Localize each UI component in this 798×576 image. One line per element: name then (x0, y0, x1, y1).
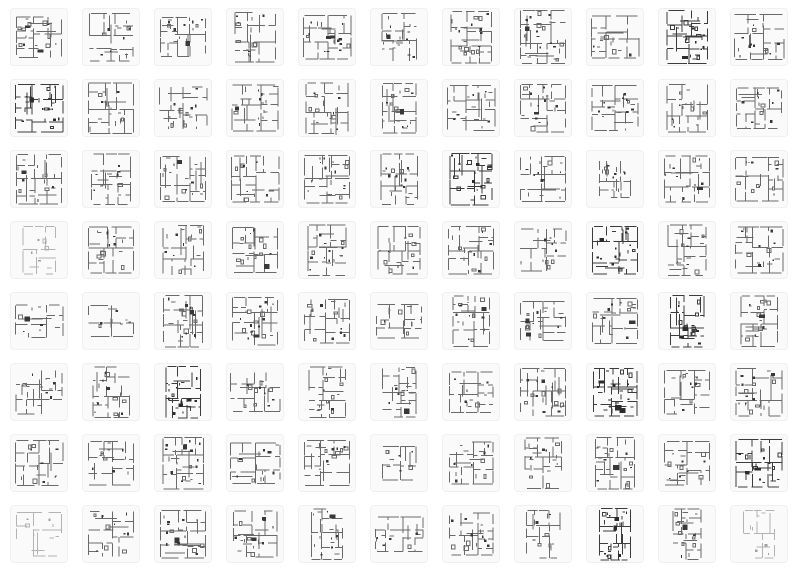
floorplan-thumbnail[interactable] (226, 292, 284, 350)
floorplan-image (83, 151, 139, 207)
floorplan-image (587, 364, 643, 420)
floorplan-image (443, 222, 499, 278)
floorplan-image (83, 222, 139, 278)
floorplan-thumbnail[interactable] (82, 505, 140, 563)
floorplan-image (11, 9, 67, 65)
floorplan-thumbnail[interactable] (586, 363, 644, 421)
floorplan-image (299, 364, 355, 420)
floorplan-thumbnail[interactable] (82, 434, 140, 492)
floorplan-thumbnail[interactable] (370, 505, 428, 563)
floorplan-thumbnail[interactable] (442, 221, 500, 279)
floorplan-thumbnail[interactable] (658, 363, 716, 421)
floorplan-thumbnail[interactable] (370, 363, 428, 421)
floorplan-thumbnail[interactable] (586, 150, 644, 208)
floorplan-thumbnail[interactable] (730, 79, 788, 137)
floorplan-image (659, 9, 715, 65)
floorplan-thumbnail[interactable] (514, 221, 572, 279)
floorplan-image (659, 80, 715, 136)
floorplan-thumbnail[interactable] (658, 505, 716, 563)
floorplan-thumbnail[interactable] (370, 8, 428, 66)
floorplan-image (155, 222, 211, 278)
floorplan-image (371, 435, 427, 491)
floorplan-image (587, 293, 643, 349)
floorplan-thumbnail[interactable] (154, 221, 212, 279)
floorplan-thumbnail[interactable] (298, 434, 356, 492)
floorplan-image (659, 435, 715, 491)
floorplan-image (83, 293, 139, 349)
floorplan-thumbnail[interactable] (154, 434, 212, 492)
floorplan-thumbnail[interactable] (370, 221, 428, 279)
floorplan-thumbnail[interactable] (10, 150, 68, 208)
floorplan-image (371, 506, 427, 562)
floorplan-thumbnail[interactable] (442, 150, 500, 208)
floorplan-image (371, 151, 427, 207)
floorplan-image (299, 293, 355, 349)
floorplan-image (587, 151, 643, 207)
floorplan-thumbnail[interactable] (514, 505, 572, 563)
floorplan-thumbnail[interactable] (442, 8, 500, 66)
floorplan-thumbnail[interactable] (586, 434, 644, 492)
floorplan-image (443, 80, 499, 136)
floorplan-image (443, 151, 499, 207)
floorplan-image (515, 80, 571, 136)
floorplan-thumbnail[interactable] (10, 292, 68, 350)
floorplan-thumbnail[interactable] (10, 79, 68, 137)
floorplan-thumbnail[interactable] (298, 8, 356, 66)
floorplan-image (155, 364, 211, 420)
floorplan-thumbnail[interactable] (658, 221, 716, 279)
floorplan-thumbnail[interactable] (730, 505, 788, 563)
floorplan-image (731, 80, 787, 136)
floorplan-thumbnail[interactable] (442, 363, 500, 421)
floorplan-thumbnail[interactable] (226, 505, 284, 563)
floorplan-image (587, 506, 643, 562)
floorplan-thumbnail[interactable] (10, 505, 68, 563)
floorplan-image (515, 293, 571, 349)
floorplan-thumbnail[interactable] (298, 79, 356, 137)
floorplan-thumbnail[interactable] (226, 79, 284, 137)
floorplan-thumbnail[interactable] (370, 434, 428, 492)
floorplan-thumbnail[interactable] (658, 79, 716, 137)
floorplan-thumbnail[interactable] (154, 150, 212, 208)
floorplan-image (659, 364, 715, 420)
floorplan-image (83, 506, 139, 562)
floorplan-image (731, 222, 787, 278)
floorplan-thumbnail[interactable] (586, 79, 644, 137)
floorplan-thumbnail[interactable] (514, 150, 572, 208)
floorplan-thumbnail[interactable] (514, 8, 572, 66)
floorplan-image (515, 9, 571, 65)
floorplan-image (443, 364, 499, 420)
floorplan-thumbnail[interactable] (226, 221, 284, 279)
floorplan-image (83, 9, 139, 65)
floorplan-image (659, 151, 715, 207)
floorplan-image (155, 9, 211, 65)
floorplan-thumbnail[interactable] (370, 150, 428, 208)
floorplan-image (443, 9, 499, 65)
floorplan-thumbnail[interactable] (298, 221, 356, 279)
floorplan-image (731, 293, 787, 349)
floorplan-image (227, 435, 283, 491)
floorplan-thumbnail[interactable] (82, 221, 140, 279)
floorplan-image (299, 435, 355, 491)
floorplan-image (371, 293, 427, 349)
floorplan-image (731, 9, 787, 65)
floorplan-image (11, 435, 67, 491)
floorplan-thumbnail[interactable] (730, 292, 788, 350)
floorplan-thumbnail[interactable] (730, 221, 788, 279)
floorplan-thumbnail[interactable] (226, 363, 284, 421)
floorplan-image (155, 293, 211, 349)
floorplan-thumbnail[interactable] (730, 8, 788, 66)
floorplan-thumbnail[interactable] (154, 8, 212, 66)
floorplan-image (659, 506, 715, 562)
floorplan-image (227, 222, 283, 278)
floorplan-image (515, 506, 571, 562)
floorplan-thumbnail[interactable] (154, 505, 212, 563)
floorplan-image (227, 506, 283, 562)
floorplan-image (587, 80, 643, 136)
floorplan-image (731, 364, 787, 420)
floorplan-thumbnail[interactable] (658, 150, 716, 208)
floorplan-image (659, 293, 715, 349)
floorplan-thumbnail[interactable] (298, 363, 356, 421)
floorplan-image (443, 506, 499, 562)
floorplan-image (11, 506, 67, 562)
floorplan-image (155, 151, 211, 207)
floorplan-thumbnail[interactable] (82, 8, 140, 66)
floorplan-image (371, 9, 427, 65)
floorplan-thumbnail[interactable] (586, 505, 644, 563)
floorplan-thumbnail[interactable] (154, 79, 212, 137)
floorplan-image (83, 364, 139, 420)
floorplan-thumbnail[interactable] (586, 221, 644, 279)
floorplan-thumbnail[interactable] (82, 363, 140, 421)
floorplan-thumbnail[interactable] (298, 292, 356, 350)
floorplan-image (371, 222, 427, 278)
floorplan-image (443, 293, 499, 349)
floorplan-thumbnail[interactable] (82, 150, 140, 208)
floorplan-thumbnail[interactable] (658, 434, 716, 492)
floorplan-thumbnail[interactable] (730, 150, 788, 208)
floorplan-thumbnail[interactable] (10, 8, 68, 66)
floorplan-thumbnail[interactable] (226, 150, 284, 208)
floorplan-thumbnail[interactable] (370, 79, 428, 137)
floorplan-thumbnail[interactable] (82, 292, 140, 350)
floorplan-thumbnail[interactable] (730, 363, 788, 421)
floorplan-image (155, 506, 211, 562)
floorplan-image (11, 222, 67, 278)
floorplan-image (11, 293, 67, 349)
floorplan-image (659, 222, 715, 278)
floorplan-image (83, 80, 139, 136)
floorplan-thumbnail[interactable] (442, 292, 500, 350)
floorplan-image (155, 80, 211, 136)
floorplan-thumbnail[interactable] (658, 8, 716, 66)
floorplan-image (299, 9, 355, 65)
floorplan-thumbnail[interactable] (10, 434, 68, 492)
floorplan-image (227, 9, 283, 65)
floorplan-thumbnail[interactable] (154, 292, 212, 350)
floorplan-image (11, 151, 67, 207)
floorplan-image (227, 293, 283, 349)
floorplan-thumbnail[interactable] (442, 434, 500, 492)
floorplan-image (731, 151, 787, 207)
floorplan-image (371, 80, 427, 136)
floorplan-image (83, 435, 139, 491)
floorplan-image (299, 151, 355, 207)
floorplan-image (299, 222, 355, 278)
floorplan-thumbnail[interactable] (730, 434, 788, 492)
floorplan-image (587, 9, 643, 65)
floorplan-image (371, 364, 427, 420)
floorplan-image (227, 80, 283, 136)
floorplan-thumbnail[interactable] (586, 8, 644, 66)
floorplan-thumbnail[interactable] (586, 292, 644, 350)
floorplan-image (731, 506, 787, 562)
floorplan-image (731, 435, 787, 491)
floorplan-thumbnail[interactable] (298, 505, 356, 563)
floorplan-thumbnail[interactable] (658, 292, 716, 350)
floorplan-thumbnail[interactable] (226, 8, 284, 66)
floorplan-thumbnail[interactable] (10, 363, 68, 421)
floorplan-thumbnail[interactable] (442, 79, 500, 137)
floorplan-thumbnail[interactable] (226, 434, 284, 492)
floorplan-thumbnail[interactable] (370, 292, 428, 350)
floorplan-thumbnail[interactable] (442, 505, 500, 563)
floorplan-image (11, 80, 67, 136)
floorplan-thumbnail[interactable] (514, 292, 572, 350)
floorplan-thumbnail[interactable] (514, 79, 572, 137)
floorplan-thumbnail[interactable] (298, 150, 356, 208)
floorplan-thumbnail[interactable] (514, 434, 572, 492)
floorplan-image (155, 435, 211, 491)
floorplan-image (299, 506, 355, 562)
floorplan-thumbnail[interactable] (82, 79, 140, 137)
floorplan-image (515, 222, 571, 278)
floorplan-image (515, 435, 571, 491)
floorplan-thumbnail[interactable] (154, 363, 212, 421)
floorplan-image (515, 364, 571, 420)
floorplan-thumbnail[interactable] (10, 221, 68, 279)
floorplan-image (587, 222, 643, 278)
floorplan-image (515, 151, 571, 207)
floorplan-image (227, 151, 283, 207)
floorplan-thumbnail[interactable] (514, 363, 572, 421)
floorplan-image (443, 435, 499, 491)
floorplan-image (227, 364, 283, 420)
floorplan-image (299, 80, 355, 136)
floorplan-image (587, 435, 643, 491)
floorplan-image (11, 364, 67, 420)
